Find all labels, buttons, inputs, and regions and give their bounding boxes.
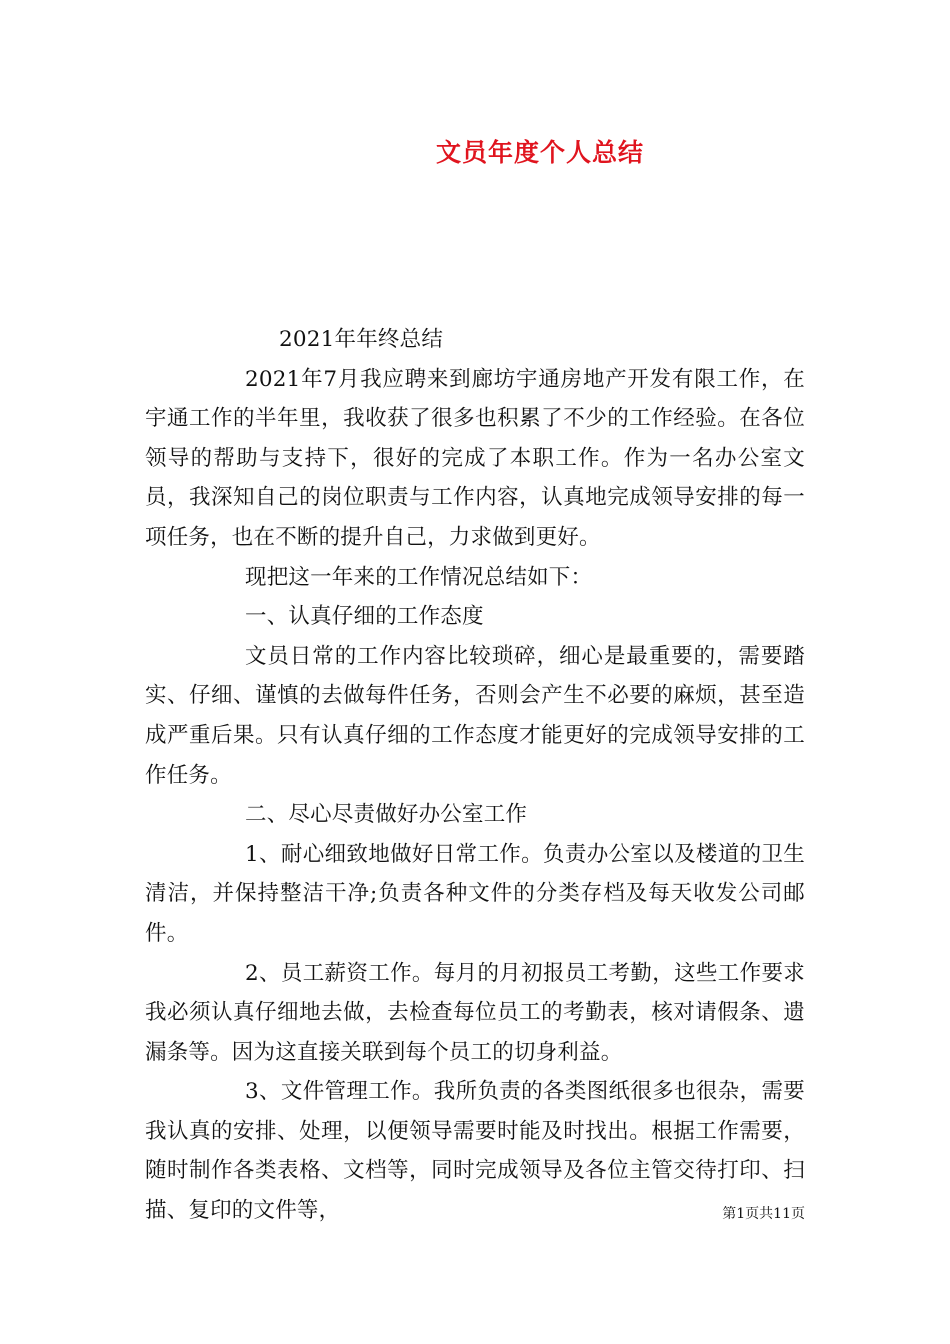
page-number-footer: 第1页共11页 (722, 1206, 805, 1222)
document-body (145, 320, 805, 1231)
paragraph-item-3: 3、文件管理工作。我所负责的各类图纸很多也很杂，需要我认真的安排、处理，以便领导需要时能及时找出。根据工作需要，随时制作各类表格、文档等，同时完成领导及各位主管交待打印、扫描、复印的文件等， (145, 1079, 805, 1224)
paragraph-heading-year-summary: 2021年年终总结 (279, 327, 444, 352)
paragraph-item-2: 2、员工薪资工作。每月的月初报员工考勤，这些工作要求我必须认真仔细地去做，去检查每位员工的考勤表，核对请假条、遗漏条等。因为这直接关联到每个员工的切身利益。 (145, 960, 805, 1065)
paragraph-item-1: 1、耐心细致地做好日常工作。负责办公室以及楼道的卫生清洁，并保持整洁干净;负责各种文件的分类存档及每天收发公司邮件。 (145, 841, 805, 946)
paragraph-intro: 2021年7月我应聘来到廊坊宇通房地产开发有限工作，在宇通工作的半年里，我收获了很多也积累了不少的工作经验。在各位领导的帮助与支持下，很好的完成了本职工作。作为一名办公室文员，我深知自己的岗位职责与工作内容，认真地完成领导安排的每一项任务，也在不断的提升自己，力求做到更好。 (145, 366, 805, 550)
section-heading-2: 二、尽心尽责做好办公室工作 (245, 802, 528, 828)
paragraph-summary-lead: 现把这一年来的工作情况总结如下： (245, 564, 593, 590)
paragraph-section-1: 文员日常的工作内容比较琐碎，细心是最重要的，需要踏实、仔细、谨慎的去做每件任务，否则会产生不必要的麻烦，甚至造成严重后果。只有认真仔细的工作态度才能更好的完成领导安排的工作任务。 (145, 643, 805, 788)
section-heading-1: 一、认真仔细的工作态度 (245, 604, 484, 630)
document-title: 文员年度个人总结 (435, 138, 644, 167)
